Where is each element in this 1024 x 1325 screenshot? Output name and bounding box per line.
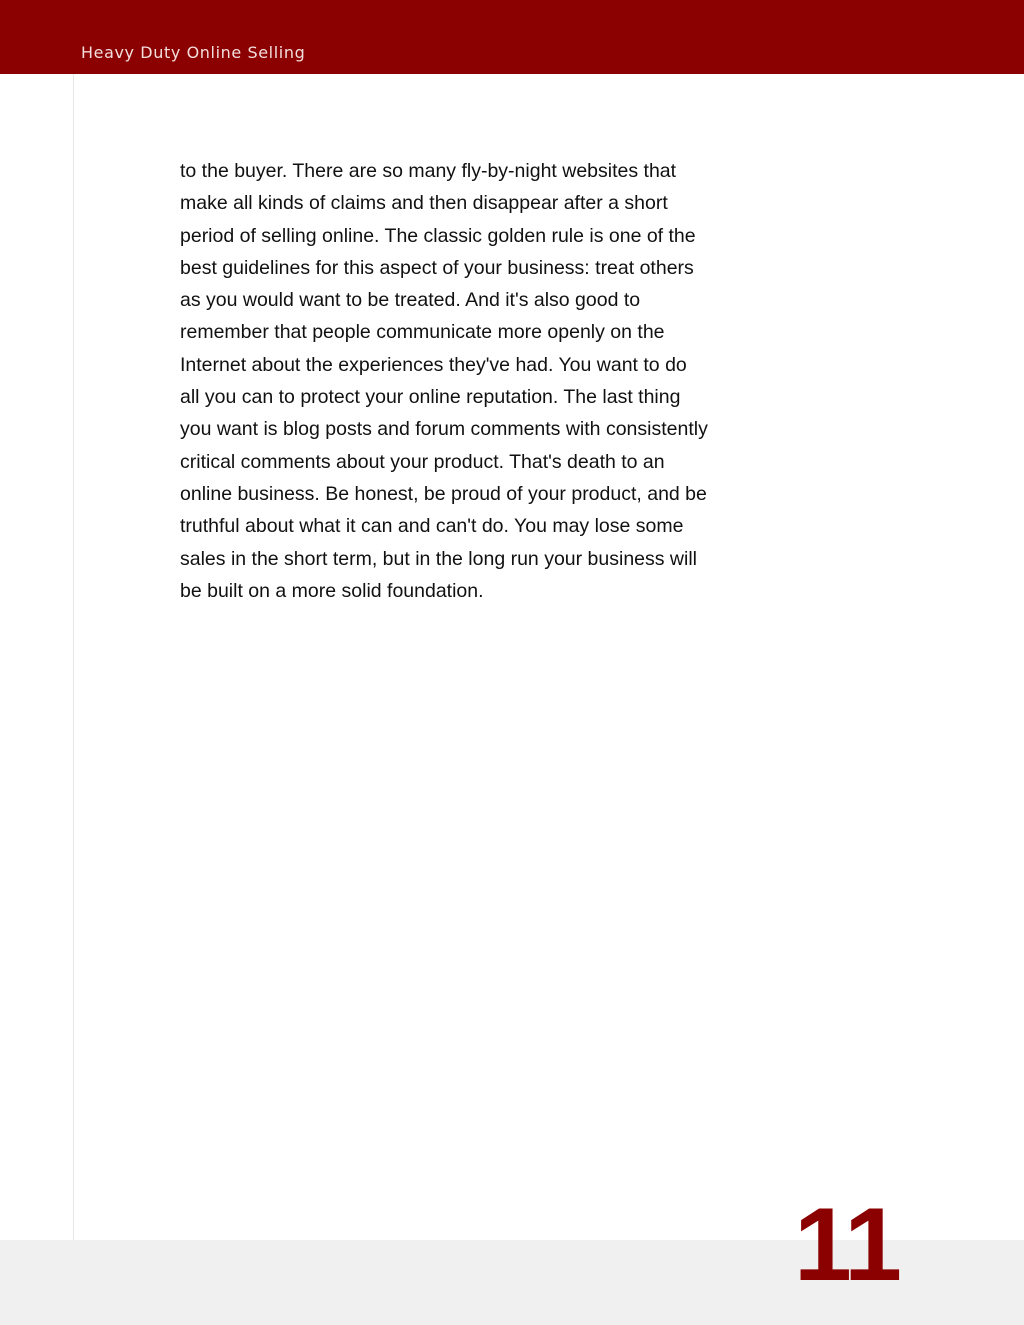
header-bar	[0, 0, 1024, 74]
paragraph-line: to the buyer. There are so many fly-by-night websites that	[180, 160, 677, 182]
page-number: 11	[794, 1187, 900, 1303]
paragraph-line: all you can to protect your online reputation. The last thing	[180, 386, 681, 409]
paragraph-line: remember that people communicate more openly on the	[180, 321, 665, 344]
paragraph-line: truthful about what it can and can't do. You may lose some	[180, 515, 684, 538]
body-paragraph	[180, 155, 740, 607]
paragraph-line: Internet about the experiences they've had. You want to do	[180, 353, 687, 376]
paragraph-line: best guidelines for this aspect of your business: treat others	[180, 256, 694, 279]
paragraph-line: online business. Be honest, be proud of your product, and be	[180, 482, 707, 505]
document-title: Heavy Duty Online Selling	[81, 43, 306, 62]
paragraph-line: you want is blog posts and forum comments with consistently	[180, 418, 708, 441]
left-margin-rule	[73, 74, 74, 1240]
paragraph-line: be built on a more solid foundation.	[180, 579, 484, 602]
paragraph-line: as you would want to be treated. And it's also good to	[180, 289, 641, 312]
paragraph-line: critical comments about your product. That's death to an	[180, 450, 665, 473]
paragraph-line: period of selling online. The classic golden rule is one of the	[180, 224, 696, 247]
paragraph-line: sales in the short term, but in the long run your business will	[180, 547, 698, 570]
paragraph-line: make all kinds of claims and then disappear after a short	[180, 192, 668, 215]
